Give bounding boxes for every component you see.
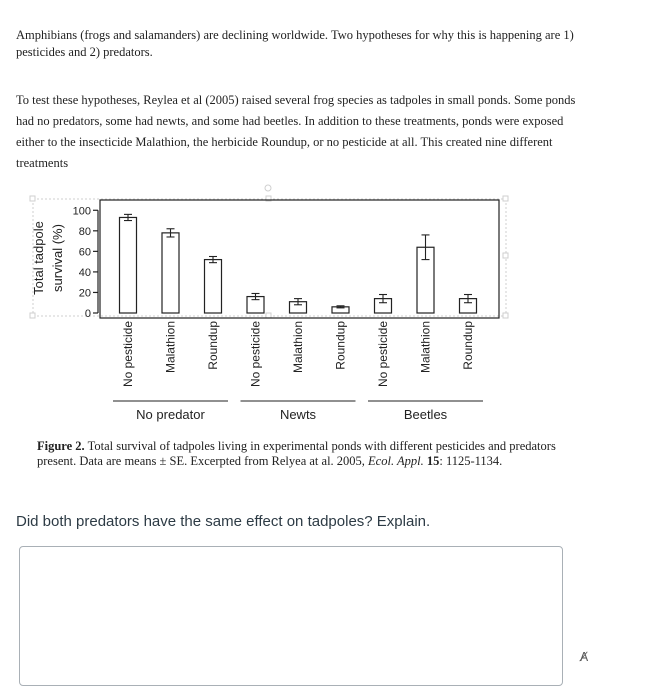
x-tick-label: Roundup (461, 321, 475, 370)
caption-volume: 15 (423, 454, 440, 468)
selection-frame (30, 185, 508, 318)
y-axis-label-line1: Total tadpole (31, 221, 46, 295)
bar (205, 260, 222, 313)
caption-label: Figure 2. (37, 439, 85, 453)
y-tick-label: 0 (84, 308, 91, 320)
intro-paragraph-2: To test these hypotheses, Reylea et al (2005) raised several frog species as tadpoles in small ponds. Some ponds had no predators, some had newts, and some had beetles. In addition to these treatments, ponds were exposed either to the insecticide Malathion, the herbicide Roundup, or no pesticide at all. This created nine different treatments (16, 93, 576, 170)
x-tick-label: No pesticide (121, 321, 135, 388)
x-tick-label: No pesticide (248, 321, 263, 388)
x-tick-label: Roundup (206, 321, 220, 370)
x-tick-label: Malathion (291, 321, 305, 374)
rotate-handle[interactable] (265, 185, 271, 191)
x-tick-labels (121, 321, 475, 387)
figure-2-chart (0, 180, 657, 430)
bar (120, 217, 137, 313)
bars (120, 214, 477, 313)
plot-frame (100, 200, 499, 318)
spellcheck-icon[interactable]: A̸ (580, 650, 589, 664)
y-tick-label: 40 (78, 266, 91, 279)
answer-textarea[interactable] (19, 546, 563, 686)
y-tick-label: 100 (72, 205, 91, 218)
bar-chart (0, 180, 657, 430)
group-label: No predator (136, 407, 205, 422)
y-tick-label: 80 (78, 225, 91, 238)
group-label: Beetles (403, 407, 448, 422)
y-axis (73, 205, 98, 320)
caption-pages: : 1125-1134. (439, 454, 503, 468)
bar (162, 233, 179, 313)
x-tick-label: No pesticide (376, 321, 390, 388)
y-tick-label: 60 (78, 246, 91, 259)
group-label: Newts (279, 407, 317, 422)
resize-handle[interactable] (503, 253, 508, 258)
x-tick-label: Roundup (333, 321, 348, 370)
resize-handle[interactable] (266, 313, 271, 318)
caption-journal: Ecol. Appl. (368, 454, 424, 468)
resize-handle[interactable] (503, 313, 508, 318)
resize-handle[interactable] (30, 196, 35, 201)
x-tick-label: Malathion (418, 321, 433, 374)
question-text: Did both predators have the same effect on tadpoles? Explain. (16, 513, 431, 530)
y-tick-label: 20 (78, 287, 91, 300)
caption-text: Total survival of tadpoles living in experimental ponds with different pesticides and predators present. Data are means ± SE. Excerpted from Relyea at al. 2005, (37, 439, 556, 468)
x-tick-label: Malathion (163, 321, 178, 374)
resize-handle[interactable] (503, 196, 508, 201)
resize-handle[interactable] (30, 313, 35, 318)
group-labels (113, 401, 483, 422)
intro-paragraph-1: Amphibians (frogs and salamanders) are declining worldwide. Two hypotheses for why this is happening are 1) pesticides and 2) predators. (16, 28, 574, 59)
y-axis-label-line2: survival (%) (50, 224, 65, 292)
figure-caption (37, 439, 557, 469)
